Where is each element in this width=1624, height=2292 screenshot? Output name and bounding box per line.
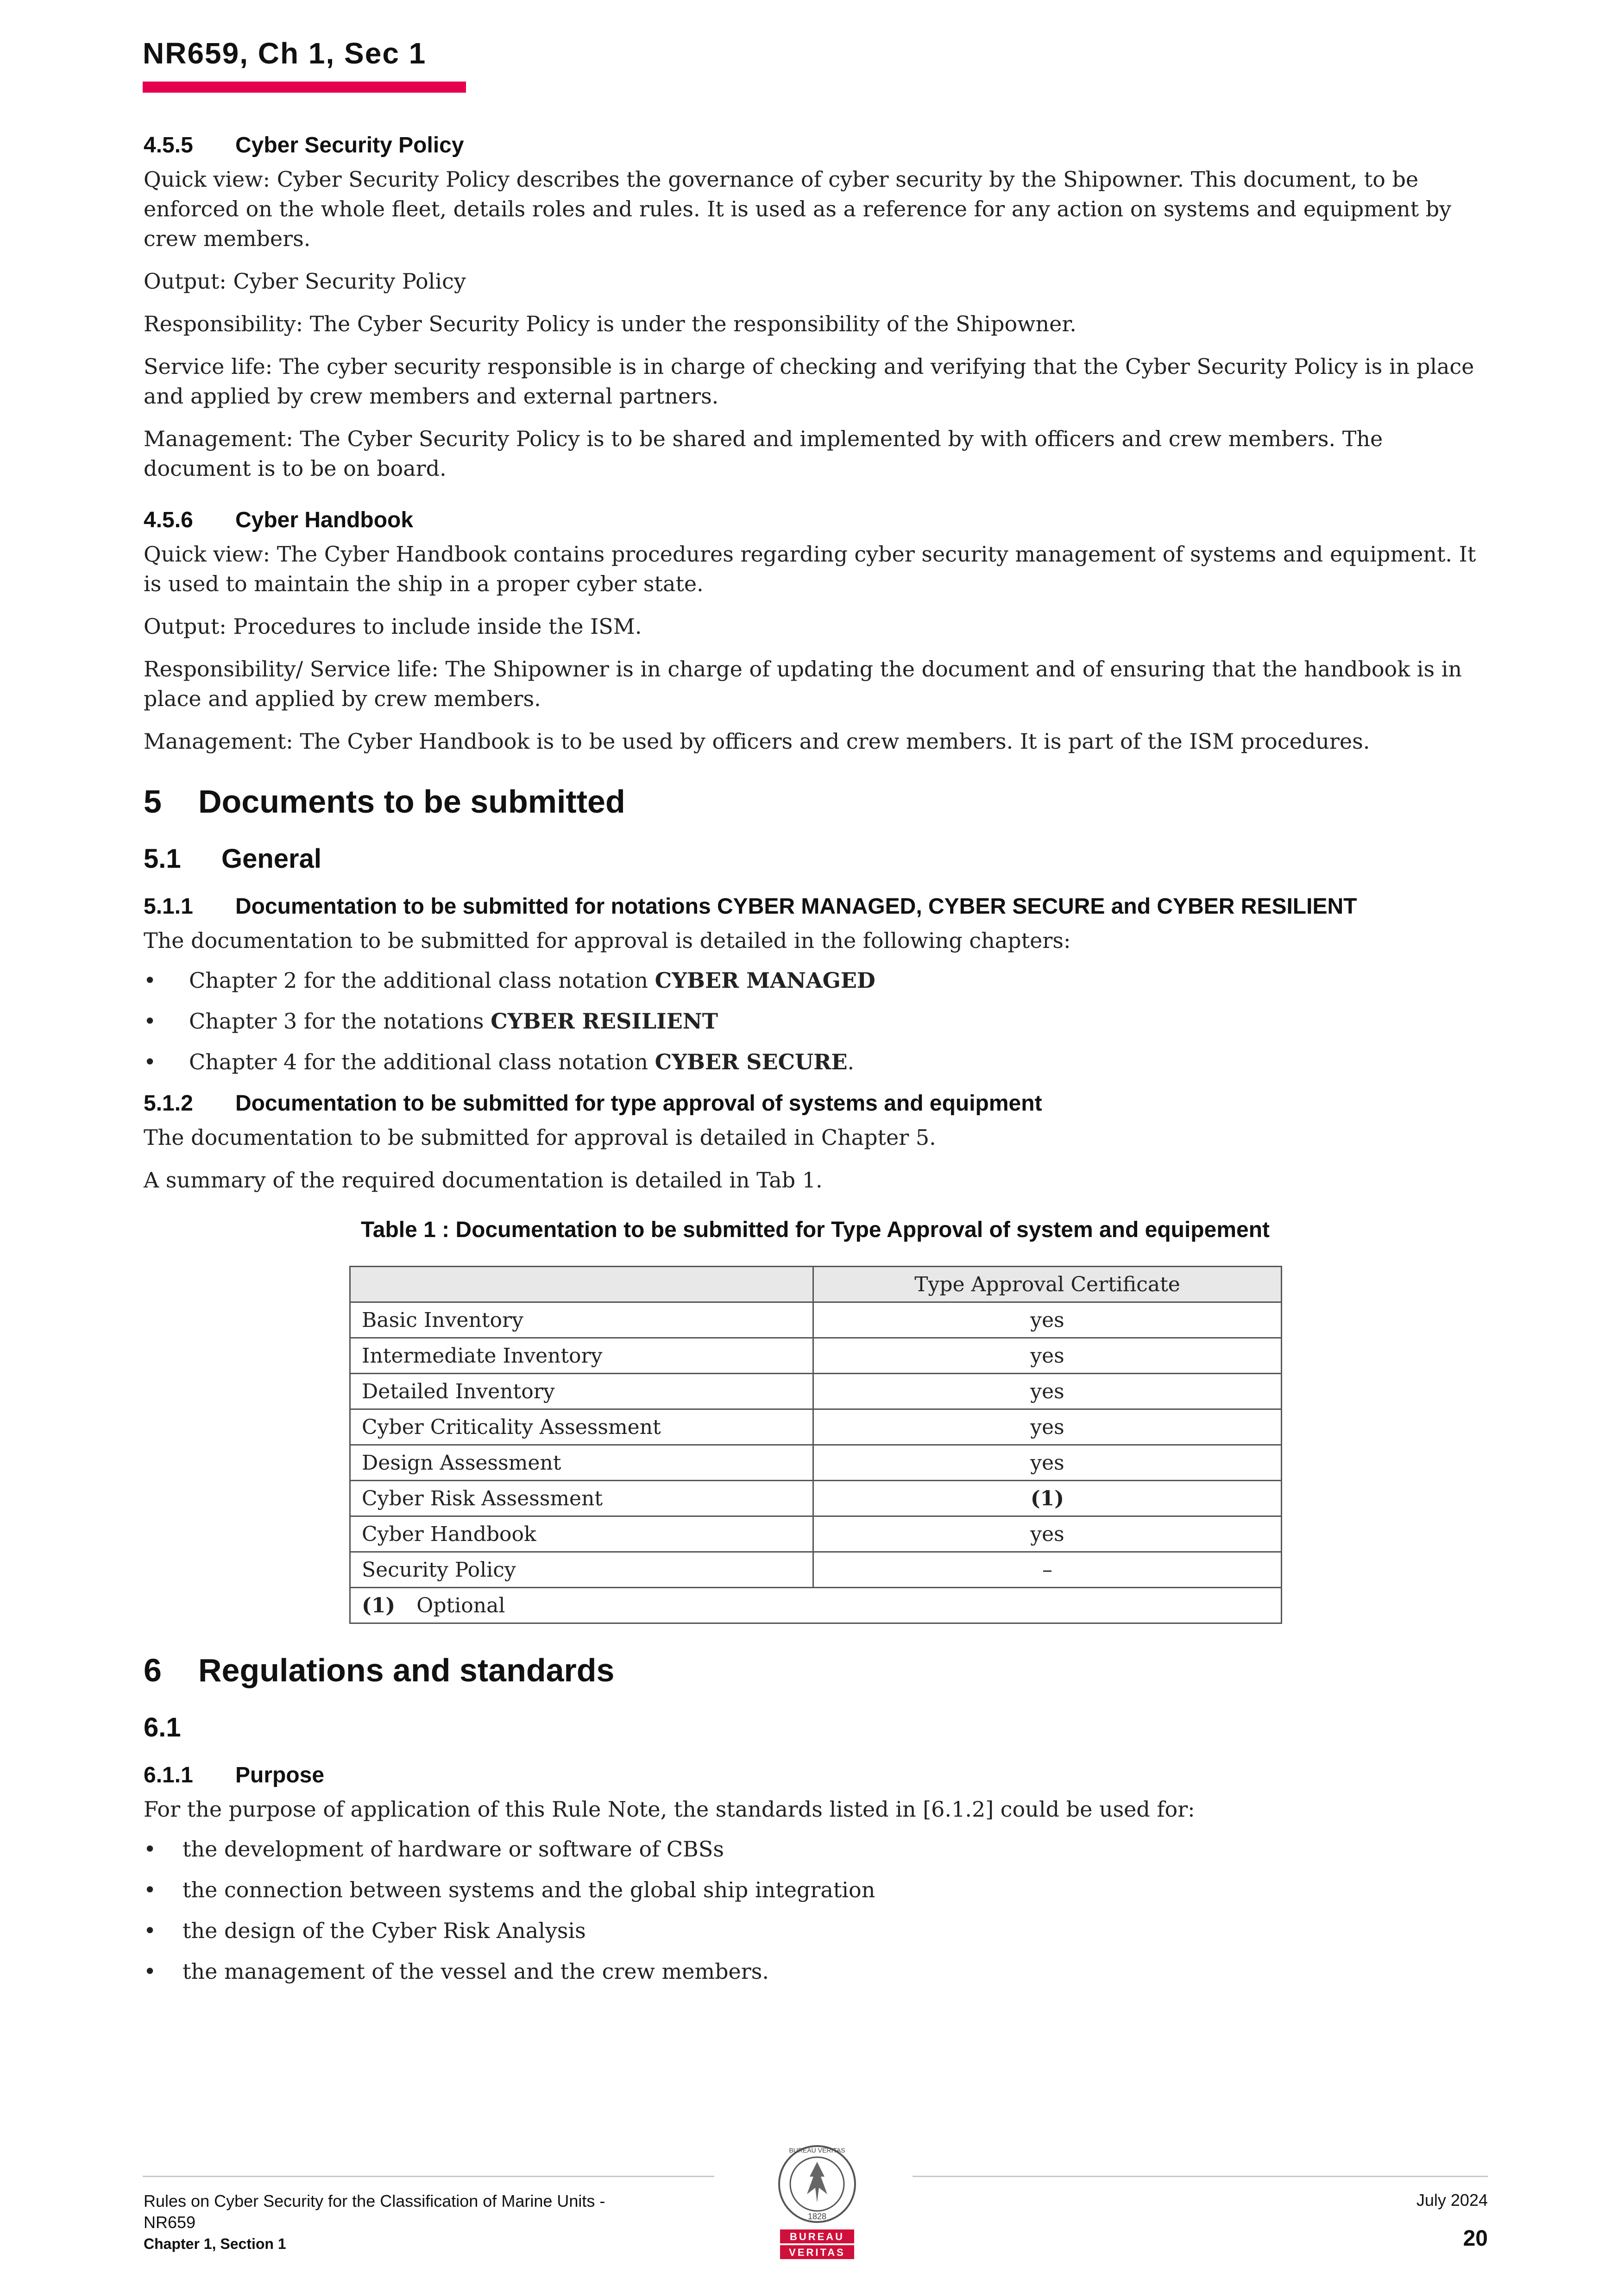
- svg-text:VERITAS: VERITAS: [789, 2247, 845, 2258]
- table-row: [350, 1374, 1282, 1409]
- paragraph: Management: The Cyber Security Policy is to be shared and implemented by with officers and crew members. The document is to be on board.: [144, 426, 1383, 481]
- subheading-5-1: [144, 843, 1487, 874]
- table-cell: yes: [813, 1445, 1282, 1481]
- footer-left: [144, 2191, 605, 2254]
- table-cell: Security Policy: [350, 1552, 813, 1588]
- table-row: [350, 1302, 1282, 1338]
- table-cell: (1): [813, 1481, 1282, 1516]
- footer-doc-title: Rules on Cyber Security for the Classification of Marine Units -: [144, 2191, 605, 2210]
- table-cell: Design Assessment: [350, 1445, 813, 1481]
- paragraph: The documentation to be submitted for approval is detailed in Chapter 5.: [144, 1125, 936, 1150]
- list-item: • the design of the Cyber Risk Analysis: [144, 1918, 586, 1943]
- section-title: Documentation to be submitted for notations CYBER MANAGED, CYBER SECURE and CYBER RESILIENT: [235, 894, 1357, 919]
- heading-number: 5.1: [144, 844, 181, 874]
- table-row: [350, 1481, 1282, 1516]
- table-row: [350, 1445, 1282, 1481]
- table-cell: Basic Inventory: [350, 1302, 813, 1338]
- paragraph: Service life: The cyber security responsible is in charge of checking and verifying that the Cyber Security Policy is in place and applied by crew members and external partners.: [144, 354, 1474, 409]
- table-cell: Intermediate Inventory: [350, 1338, 813, 1374]
- heading-number: 5: [144, 783, 162, 820]
- header-accent-bar: [143, 82, 466, 93]
- document-body: [144, 133, 1487, 2000]
- table-row: [350, 1409, 1282, 1445]
- table-cell: yes: [813, 1516, 1282, 1552]
- bureau-veritas-logo: [771, 2143, 863, 2264]
- table-cell: yes: [813, 1338, 1282, 1374]
- table-header-cell: Type Approval Certificate: [813, 1267, 1282, 1302]
- table-row: [350, 1338, 1282, 1374]
- subheading-6-1: [144, 1712, 1487, 1743]
- table-title: Table 1 : Documentation to be submitted for Type Approval of system and equipement: [361, 1218, 1270, 1242]
- heading-title: Regulations and standards: [198, 1652, 615, 1688]
- table-header-cell: [350, 1267, 813, 1302]
- section-number: 4.5.5: [144, 133, 193, 158]
- page-header-title: NR659, Ch 1, Sec 1: [143, 37, 427, 70]
- table-row: [350, 1552, 1282, 1588]
- page-number: 20: [1463, 2226, 1488, 2251]
- list-item: • Chapter 3 for the notations CYBER RESILIENT: [144, 1009, 718, 1034]
- section-number: 6.1.1: [144, 1763, 193, 1787]
- heading-number: 6.1: [144, 1712, 181, 1743]
- table-note-ref: (1): [362, 1593, 396, 1617]
- purpose-list: [144, 1834, 1487, 1986]
- paragraph: Output: Procedures to include inside the ISM.: [144, 614, 642, 639]
- table-row: [350, 1516, 1282, 1552]
- paragraph: The documentation to be submitted for approval is detailed in the following chapters:: [144, 928, 1071, 953]
- footer-chapter: Chapter 1, Section 1: [144, 2235, 286, 2252]
- section-heading-6-1-1: [144, 1762, 1487, 1788]
- table-note: [350, 1588, 1282, 1623]
- paragraph: Quick view: Cyber Security Policy describes the governance of cyber security by the Shipowner. This document, to be enforced on the whole fleet, details roles and rules. It is used as a reference for any action on systems and equipment by crew members.: [144, 167, 1452, 251]
- footer-doc-code: NR659: [144, 2213, 196, 2232]
- footer-divider-right: [913, 2176, 1488, 2177]
- section-title: Documentation to be submitted for type approval of systems and equipment: [235, 1091, 1042, 1116]
- section-title: Cyber Security Policy: [235, 133, 464, 158]
- list-item: • the development of hardware or software of CBSs: [144, 1837, 724, 1862]
- paragraph: For the purpose of application of this Rule Note, the standards listed in [6.1.2] could be used for:: [144, 1797, 1195, 1822]
- svg-text:BUREAU: BUREAU: [789, 2231, 845, 2242]
- section-heading-4-5-6: [144, 507, 1487, 533]
- footer-date: July 2024: [1416, 2191, 1488, 2210]
- svg-text:BUREAU VERITAS: BUREAU VERITAS: [789, 2147, 845, 2154]
- section-number: 4.5.6: [144, 508, 193, 532]
- notation-list: [144, 966, 1487, 1077]
- table-cell: Cyber Risk Assessment: [350, 1481, 813, 1516]
- section-number: 5.1.2: [144, 1091, 193, 1116]
- section-heading-4-5-5: [144, 133, 1487, 158]
- list-item: • the management of the vessel and the crew members.: [144, 1959, 769, 1984]
- table-cell: Detailed Inventory: [350, 1374, 813, 1409]
- section-title: Cyber Handbook: [235, 508, 414, 532]
- paragraph: Management: The Cyber Handbook is to be used by officers and crew members. It is part of the ISM procedures.: [144, 729, 1370, 754]
- table-note-text: Optional: [416, 1593, 505, 1617]
- paragraph: A summary of the required documentation is detailed in Tab 1.: [144, 1168, 823, 1193]
- section-heading-5-1-2: [144, 1091, 1487, 1116]
- chapter-heading-5: [144, 783, 1487, 820]
- paragraph: Output: Cyber Security Policy: [144, 269, 466, 294]
- documentation-table: [349, 1266, 1282, 1624]
- heading-number: 6: [144, 1652, 162, 1688]
- table-cell: Cyber Criticality Assessment: [350, 1409, 813, 1445]
- paragraph: Quick view: The Cyber Handbook contains procedures regarding cyber security management of systems and equipment. It is used to maintain the ship in a proper cyber state.: [144, 542, 1476, 596]
- section-number: 5.1.1: [144, 894, 193, 919]
- bureau-veritas-seal-icon: [771, 2143, 863, 2264]
- section-title: Purpose: [235, 1763, 325, 1787]
- table-cell: yes: [813, 1409, 1282, 1445]
- table-cell: yes: [813, 1302, 1282, 1338]
- chapter-heading-6: [144, 1652, 1487, 1689]
- svg-text:1828: 1828: [807, 2212, 827, 2221]
- paragraph: Responsibility: The Cyber Security Policy is under the responsibility of the Shipowner.: [144, 311, 1076, 336]
- paragraph: Responsibility/ Service life: The Shipowner is in charge of updating the document and of ensuring that the handbook is in place and applied by crew members.: [144, 657, 1462, 711]
- table-header-row: [350, 1267, 1282, 1302]
- heading-title: General: [221, 844, 321, 874]
- table-cell: yes: [813, 1374, 1282, 1409]
- list-item: • Chapter 4 for the additional class notation CYBER SECURE.: [144, 1049, 855, 1074]
- table-cell: –: [813, 1552, 1282, 1588]
- table-note-row: [350, 1588, 1282, 1623]
- footer-divider-left: [143, 2176, 714, 2177]
- table-cell: Cyber Handbook: [350, 1516, 813, 1552]
- list-item: • Chapter 2 for the additional class notation CYBER MANAGED: [144, 968, 875, 993]
- heading-title: Documents to be submitted: [198, 783, 625, 820]
- list-item: • the connection between systems and the global ship integration: [144, 1877, 875, 1902]
- section-heading-5-1-1: [144, 894, 1487, 919]
